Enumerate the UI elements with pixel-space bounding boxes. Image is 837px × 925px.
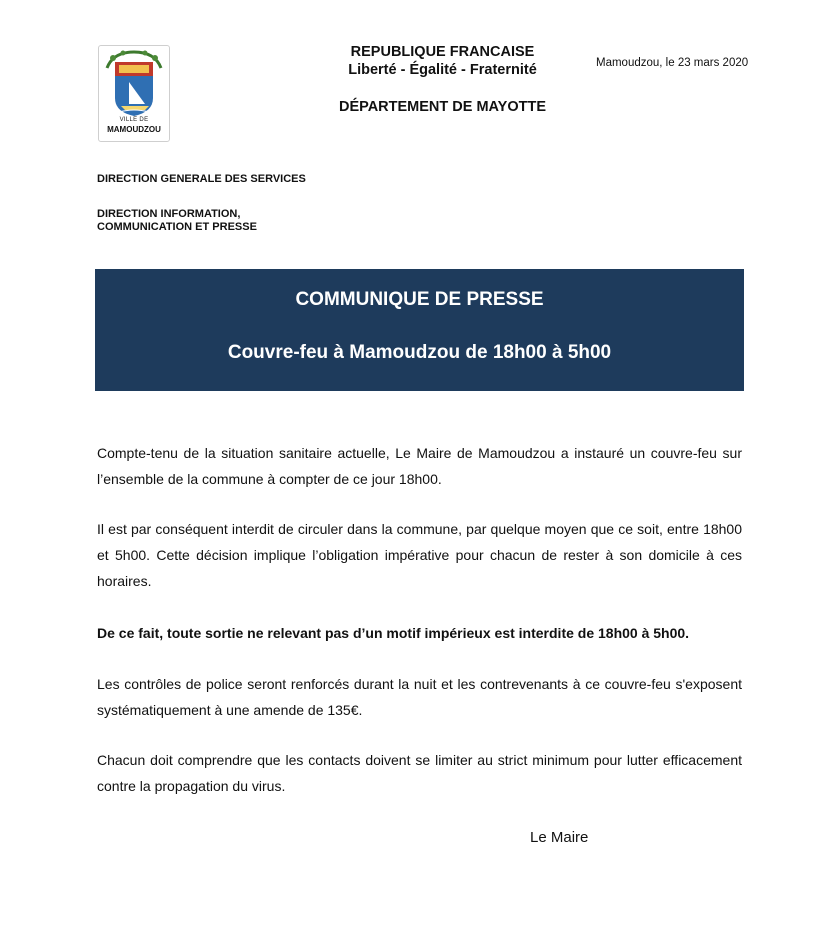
press-banner: [95, 269, 744, 391]
signature: Le Maire: [530, 829, 589, 846]
service-dicp-line2: COMMUNICATION ET PRESSE: [97, 221, 257, 233]
paragraph-1: Compte-tenu de la situation sanitaire actuelle, Le Maire de Mamoudzou a instauré un couvre-feu sur l’ensemble de la commune à compter de ce jour 18h00.: [97, 445, 742, 487]
paragraph-2: Il est par conséquent interdit de circuler dans la commune, par quelque moyen que ce soit, entre 18h00 et 5h00. Cette décision implique l’obligation impérative pour chacun de rester à son domicile à ces horaires.: [97, 521, 742, 589]
service-dicp: [97, 208, 257, 234]
logo-city-name: MAMOUDZOU: [107, 125, 161, 134]
service-dicp-line1: DIRECTION INFORMATION,: [97, 208, 241, 220]
city-logo: [98, 45, 170, 142]
header-block: [300, 43, 585, 115]
banner-subtitle: Couvre-feu à Mamoudzou de 18h00 à 5h00: [227, 342, 612, 363]
logo-ville-label: VILLE DE: [119, 117, 149, 123]
banner-title: COMMUNIQUE DE PRESSE: [295, 289, 544, 310]
document-date: Mamoudzou, le 23 mars 2020: [596, 57, 749, 69]
coat-of-arms-icon: [99, 46, 169, 118]
republic-motto: Liberté - Égalité - Fraternité: [348, 62, 537, 78]
paragraph-4: Les contrôles de police seront renforcés durant la nuit et les contrevenants à ce couvre-feu s'exposent systématiquement à une amende de 135€.: [97, 676, 742, 718]
paragraph-5: Chacun doit comprendre que les contacts doivent se limiter au strict minimum pour lutter efficacement contre la propagation du virus.: [97, 752, 742, 794]
department-title: DÉPARTEMENT DE MAYOTTE: [338, 99, 547, 115]
service-dgs: DIRECTION GENERALE DES SERVICES: [97, 173, 306, 185]
paragraph-3-bold: De ce fait, toute sortie ne relevant pas d’un motif impérieux est interdite de 18h00 à 5h00.: [97, 625, 690, 641]
republic-title: REPUBLIQUE FRANCAISE: [350, 44, 535, 60]
